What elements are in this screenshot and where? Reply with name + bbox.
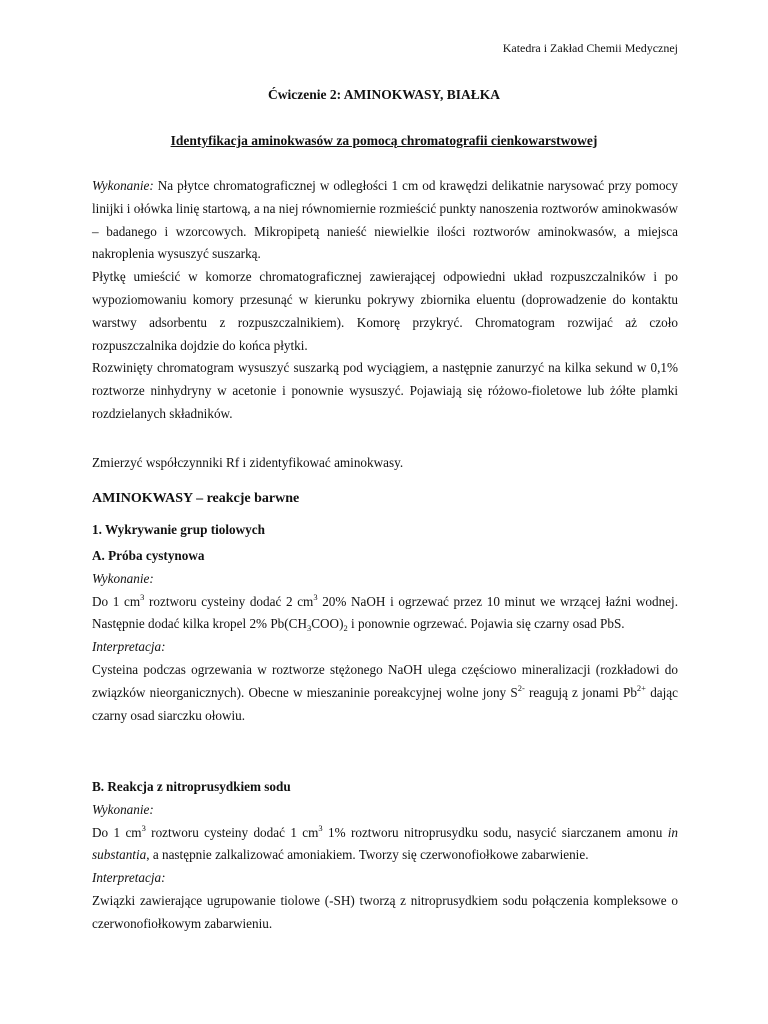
- chromatography-section: [92, 175, 678, 426]
- subscript: 2: [343, 623, 348, 634]
- superscript: 3: [313, 591, 318, 602]
- page-subtitle: Identyfikacja aminokwasów za pomocą chromatografii cienkowarstwowej: [170, 133, 598, 148]
- text-segment: 20% NaOH i ogrzewać przez 10 minut we wrzącej łaźni wodnej. Następnie dodać kilka kropel 2% Pb(CH: [92, 593, 678, 632]
- cystine-execution-label: Wykonanie:: [92, 570, 154, 586]
- header-institution: Katedra i Zakład Chemii Medycznej: [502, 41, 678, 55]
- superscript: 2-: [517, 682, 525, 693]
- nitroprusside-test-heading: B. Reakcja z nitroprusydkiem sodu: [92, 779, 291, 794]
- italic-term: in substantia: [92, 824, 678, 863]
- cystine-interpretation-text: [92, 659, 678, 727]
- text-segment: i ponownie ogrzewać. Pojawia się czarny osad PbS.: [347, 616, 625, 632]
- text-segment: Do 1 cm: [92, 824, 142, 840]
- page-title: Ćwiczenie 2: AMINOKWASY, BIAŁKA: [267, 87, 500, 102]
- execution-label: Wykonanie:: [92, 178, 154, 193]
- text-segment: roztworu cysteiny dodać 1 cm: [145, 824, 319, 840]
- nitroprusside-interpretation-label: Interpretacja:: [92, 870, 166, 886]
- chromatography-paragraph-2: Płytkę umieścić w komorze chromatograficznej zawierającej odpowiedni układ rozpuszczalników i po wypoziomowaniu komory przesunąć w kierunku pokrywy zbiornika eluentu (doprowadzenie do kontaktu warstwy adsorbentu z rozpuszczalnikiem). Komorę przykryć. Chromatogram rozwijać aż czoło rozpuszczalnika dojdzie do końca płytki.: [92, 269, 678, 353]
- superscript: 2+: [636, 682, 646, 693]
- nitroprusside-interpretation-text: Związki zawierające ugrupowanie tiolowe (-SH) tworzą z nitroprusydkiem sodu połączenia kompleksowe o czerwonofiołkowym zabarwieniu.: [92, 892, 678, 931]
- text-segment: COO): [311, 616, 344, 632]
- chromatography-paragraph-1: [92, 175, 678, 266]
- subsection-heading: 1. Wykrywanie grup tiolowych: [92, 522, 265, 537]
- nitroprusside-execution-text: [92, 822, 678, 868]
- text-segment: reagują z jonami Pb: [524, 684, 637, 700]
- cystine-test: [92, 545, 678, 727]
- nitroprusside-execution-label: Wykonanie:: [92, 801, 154, 817]
- cystine-test-heading: A. Próba cystynowa: [92, 548, 205, 563]
- cystine-execution-text: [92, 591, 678, 637]
- text-segment: , a następnie zalkalizować amoniakiem. Tworzy się czerwonofiołkowe zabarwienie.: [146, 847, 589, 863]
- superscript: 3: [318, 822, 323, 833]
- text-segment: roztworu cysteiny dodać 2 cm: [144, 593, 314, 609]
- chromatography-paragraph-3: Rozwinięty chromatogram wysuszyć suszarką pod wyciągiem, a następnie zanurzyć na kilka sekund w 0,1% roztworze ninhydryny w acetonie i ponownie wysuszyć. Pojawiają się różowo-fioletowe lub żółte plamki rozdzielanych składników.: [92, 360, 678, 421]
- text-segment: Do 1 cm: [92, 593, 141, 609]
- superscript: 3: [140, 591, 145, 602]
- text-segment: Cysteina podczas ogrzewania w roztworze stężonego NaOH ulega częściowo mineralizacji (rozkładowi do związków nieorganicznych). Obecne w mieszaninie poreakcyjnej wolne jony S: [92, 661, 678, 700]
- rf-text: Zmierzyć współczynniki Rf i zidentyfikować aminokwasy.: [92, 455, 404, 470]
- superscript: 3: [141, 822, 146, 833]
- cystine-interpretation-label: Interpretacja:: [92, 639, 166, 655]
- section-heading: AMINOKWASY – reakcje barwne: [92, 491, 300, 506]
- subscript: 3: [306, 623, 312, 634]
- text-segment: 1% roztworu nitroprusydku sodu, nasycić siarczanem amonu: [322, 824, 668, 840]
- rf-instruction: [92, 452, 678, 475]
- chromatography-text-1: Na płytce chromatograficznej w odległości 1 cm od krawędzi delikatnie narysować przy pomocy linijki i ołówka linię startową, a na niej równomiernie rozmieścić punkty nanoszenia roztworów aminokwasów – badanego i wzorcowych. Mikropipetą nanieść niewielkie ilości roztworów aminokwasów, a miejsca nakroplenia wysuszyć suszarką.: [92, 178, 678, 262]
- text-segment: dając czarny osad siarczku ołowiu.: [92, 684, 679, 723]
- nitroprusside-test: [92, 776, 678, 936]
